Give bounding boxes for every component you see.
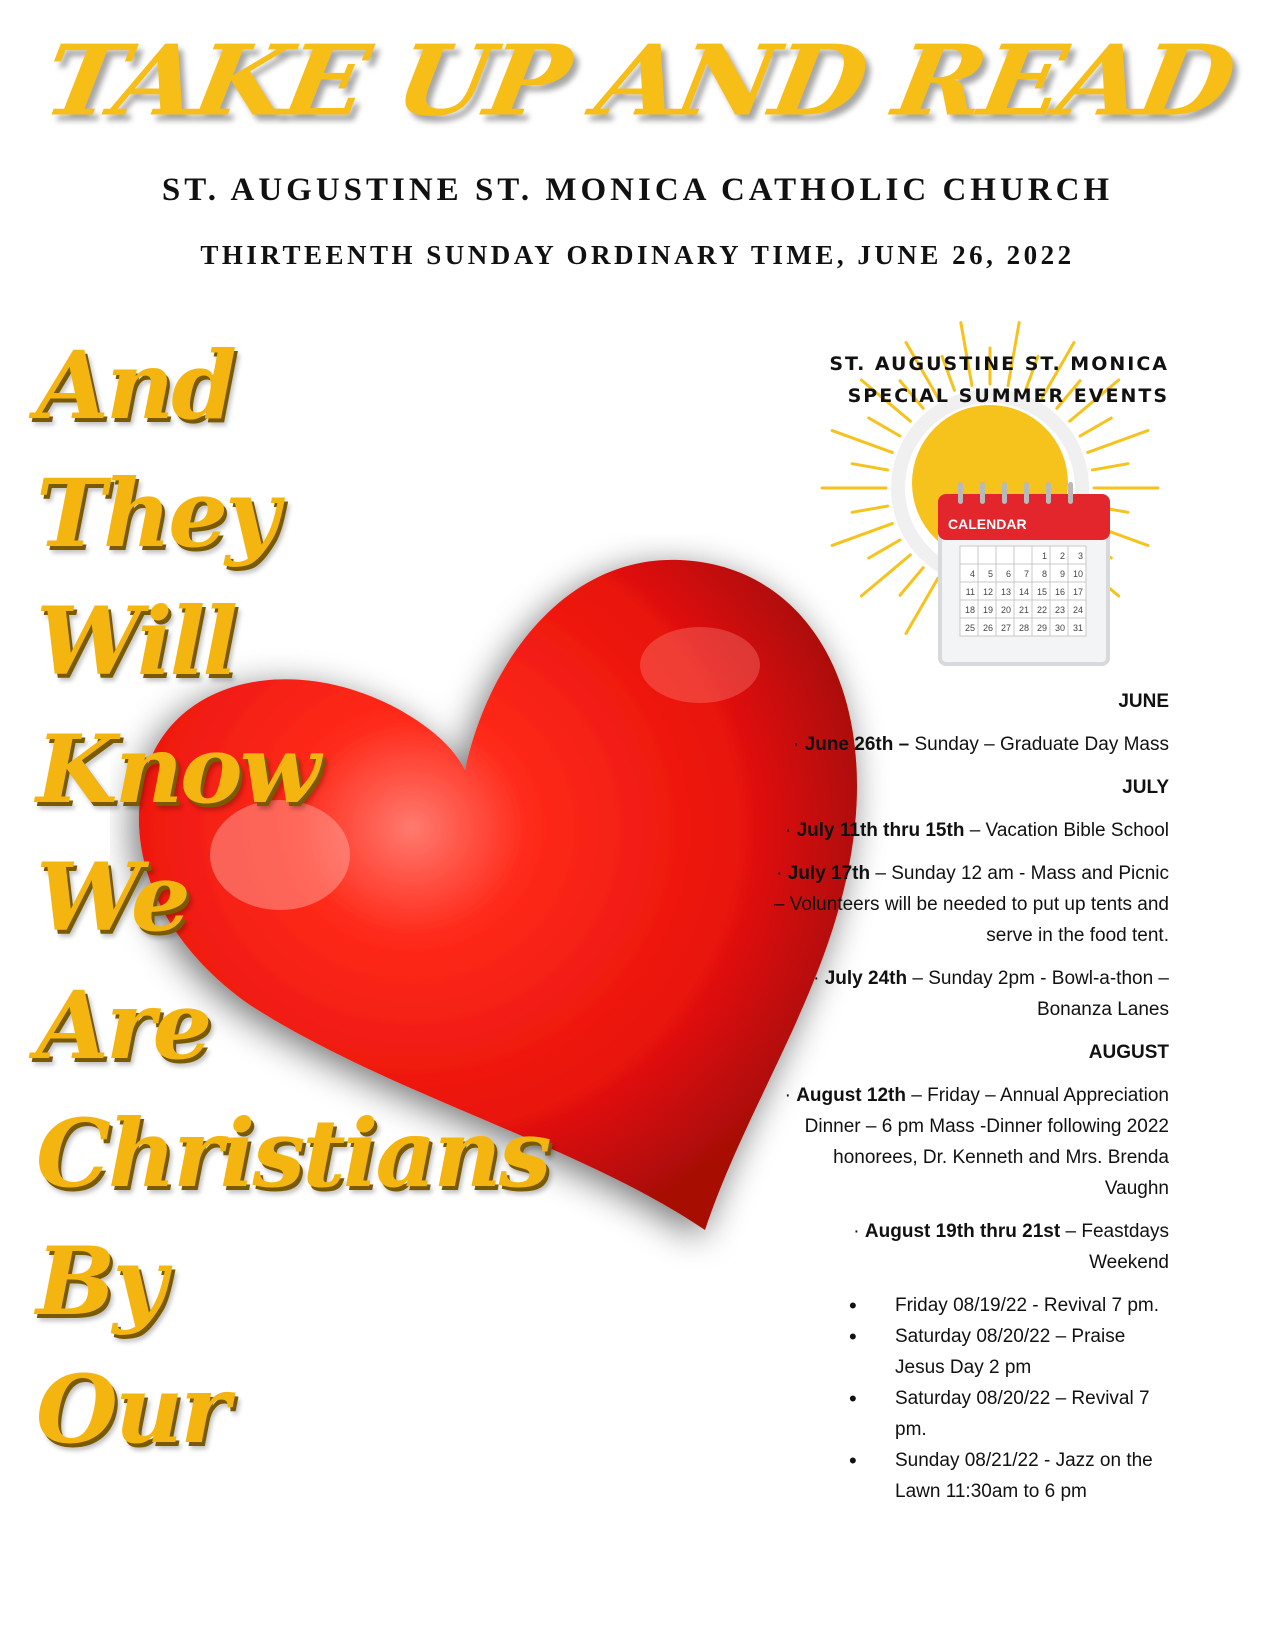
calendar-day-number: 21 xyxy=(1018,605,1029,615)
sun-ray xyxy=(852,464,887,470)
event-item: · August 12th – Friday – Annual Appreciation Dinner – 6 pm Mass -Dinner following 2022 honorees, Dr. Kenneth and Mrs. Brenda Vaughn xyxy=(784,1085,1169,1199)
event-text: – Sunday 2pm - Bowl-a-thon – Bonanza Lanes xyxy=(907,968,1169,1020)
calendar-day-number: 18 xyxy=(964,605,975,615)
calendar-cell xyxy=(996,546,1014,564)
phrase-word: Will xyxy=(36,587,236,697)
calendar-ring xyxy=(1068,482,1073,504)
event-date: August 12th xyxy=(796,1085,906,1106)
calendar-day-number: 11 xyxy=(965,587,975,597)
phrase-word: And xyxy=(36,331,235,441)
calendar-day-number: 16 xyxy=(1054,587,1065,597)
calendar-day-number: 30 xyxy=(1054,623,1065,633)
liturgical-date: THIRTEENTH SUNDAY ORDINARY TIME, JUNE 26, 2022 xyxy=(200,240,1075,270)
sun-ray xyxy=(1092,464,1127,470)
sun-ray xyxy=(852,506,887,512)
feast-schedule-item: • Sunday 08/21/22 - Jazz on the Lawn 11:30am to 6 pm xyxy=(769,1445,1169,1507)
calendar-day-number: 19 xyxy=(982,605,993,615)
sun-ray xyxy=(832,431,892,453)
event-item: · July 17th – Sunday 12 am - Mass and Picnic – Volunteers will be needed to put up tents and serve in the food tent. xyxy=(773,863,1169,946)
calendar-day-number: 5 xyxy=(987,569,993,579)
sun-ray xyxy=(900,568,923,596)
sun-ray xyxy=(1080,418,1111,436)
calendar-day-number: 15 xyxy=(1036,587,1047,597)
event-text: – Sunday 12 am - Mass and Picnic – Volunteers will be needed to put up tents and serve in the food tent. xyxy=(773,863,1169,946)
calendar-day-number: 6 xyxy=(1005,569,1011,579)
sun-ray xyxy=(869,418,900,436)
event-text: Sunday – Graduate Day Mass xyxy=(909,734,1169,755)
calendar-cell xyxy=(1014,546,1032,564)
calendar-day-number: 3 xyxy=(1077,551,1083,561)
events-title-line1: ST. AUGUSTINE ST. MONICA xyxy=(829,353,1169,375)
calendar-ring xyxy=(958,482,963,504)
events-title-line2: SPECIAL SUMMER EVENTS xyxy=(847,385,1169,407)
calendar-day-number: 27 xyxy=(1000,623,1011,633)
calendar-cell xyxy=(978,546,996,564)
month-heading-july: JULY xyxy=(1122,777,1169,798)
feast-schedule-item: • Friday 08/19/22 - Revival 7 pm. xyxy=(769,1290,1169,1321)
calendar-day-number: 1 xyxy=(1041,551,1047,561)
phrase-word: Are xyxy=(36,971,210,1081)
sun-ray xyxy=(869,540,900,558)
events-list xyxy=(769,686,1169,1507)
church-name: ST. AUGUSTINE ST. MONICA CATHOLIC CHURCH xyxy=(161,172,1114,208)
calendar-ring xyxy=(980,482,985,504)
calendar-ring xyxy=(1024,482,1029,504)
calendar-day-number: 14 xyxy=(1018,587,1029,597)
masthead-title: TAKE UP AND READ xyxy=(35,24,1240,138)
calendar-day-number: 9 xyxy=(1059,569,1065,579)
event-date: July 24th xyxy=(824,968,908,989)
event-item: · July 11th thru 15th – Vacation Bible School xyxy=(784,820,1169,841)
feast-schedule-item: • Saturday 08/20/22 – Revival 7 pm. xyxy=(769,1383,1169,1445)
calendar-ring xyxy=(1046,482,1051,504)
month-heading-june: JUNE xyxy=(1118,691,1169,712)
calendar-day-number: 22 xyxy=(1036,605,1047,615)
feast-schedule-list xyxy=(769,1290,1169,1507)
phrase-word: We xyxy=(36,843,188,953)
phrase-word: Our xyxy=(36,1355,227,1465)
phrase-word: Know xyxy=(36,715,318,825)
month-heading-august: AUGUST xyxy=(1088,1042,1169,1063)
event-item: · June 26th – Sunday – Graduate Day Mass xyxy=(793,734,1169,755)
calendar-day-number: 12 xyxy=(982,587,993,597)
feast-schedule-item: • Saturday 08/20/22 – Praise Jesus Day 2 pm xyxy=(769,1321,1169,1383)
phrase-word: Christians xyxy=(36,1099,549,1209)
calendar-ring xyxy=(1002,482,1007,504)
phrase-word: They xyxy=(36,459,277,569)
events-panel-title xyxy=(829,348,1169,412)
calendar-day-number: 13 xyxy=(1000,587,1011,597)
event-text: – Friday – Annual Appreciation Dinner – 6 pm Mass -Dinner following 2022 honorees, Dr. Kenneth and Mrs. Brenda Vaughn xyxy=(804,1085,1169,1199)
calendar-day-number: 23 xyxy=(1054,605,1065,615)
sun-ray xyxy=(1088,431,1148,453)
event-item: · August 19th thru 21st – Feastdays Weekend xyxy=(853,1221,1169,1273)
calendar-day-number: 7 xyxy=(1023,569,1029,579)
calendar-day-number: 2 xyxy=(1059,551,1065,561)
event-date: August 19th thru 21st xyxy=(864,1221,1061,1242)
calendar-day-number: 29 xyxy=(1036,623,1047,633)
phrase-word: By xyxy=(36,1227,165,1337)
calendar-icon xyxy=(938,482,1110,666)
calendar-day-number: 24 xyxy=(1072,605,1083,615)
calendar-cell xyxy=(960,546,978,564)
calendar-day-number: 20 xyxy=(1000,605,1011,615)
calendar-day-number: 25 xyxy=(964,623,975,633)
sun-ray xyxy=(832,524,892,546)
calendar-day-number: 31 xyxy=(1072,623,1083,633)
calendar-day-number: 17 xyxy=(1072,587,1083,597)
event-text: – Feastdays Weekend xyxy=(1060,1221,1169,1273)
vertical-phrase xyxy=(36,322,549,1474)
calendar-label: CALENDAR xyxy=(948,516,1027,532)
calendar-day-number: 10 xyxy=(1072,569,1083,579)
event-text: – Vacation Bible School xyxy=(964,820,1169,841)
event-item: · July 24th – Sunday 2pm - Bowl-a-thon – Bonanza Lanes xyxy=(813,968,1169,1020)
calendar-day-number: 8 xyxy=(1041,569,1047,579)
calendar-day-number: 4 xyxy=(969,569,975,579)
sun-ray xyxy=(906,578,938,633)
event-date: July 11th thru 15th xyxy=(796,820,965,841)
calendar-day-number: 26 xyxy=(982,623,993,633)
event-date: June 26th – xyxy=(804,734,910,755)
calendar-day-number: 28 xyxy=(1018,623,1029,633)
event-date: July 17th xyxy=(787,863,871,884)
